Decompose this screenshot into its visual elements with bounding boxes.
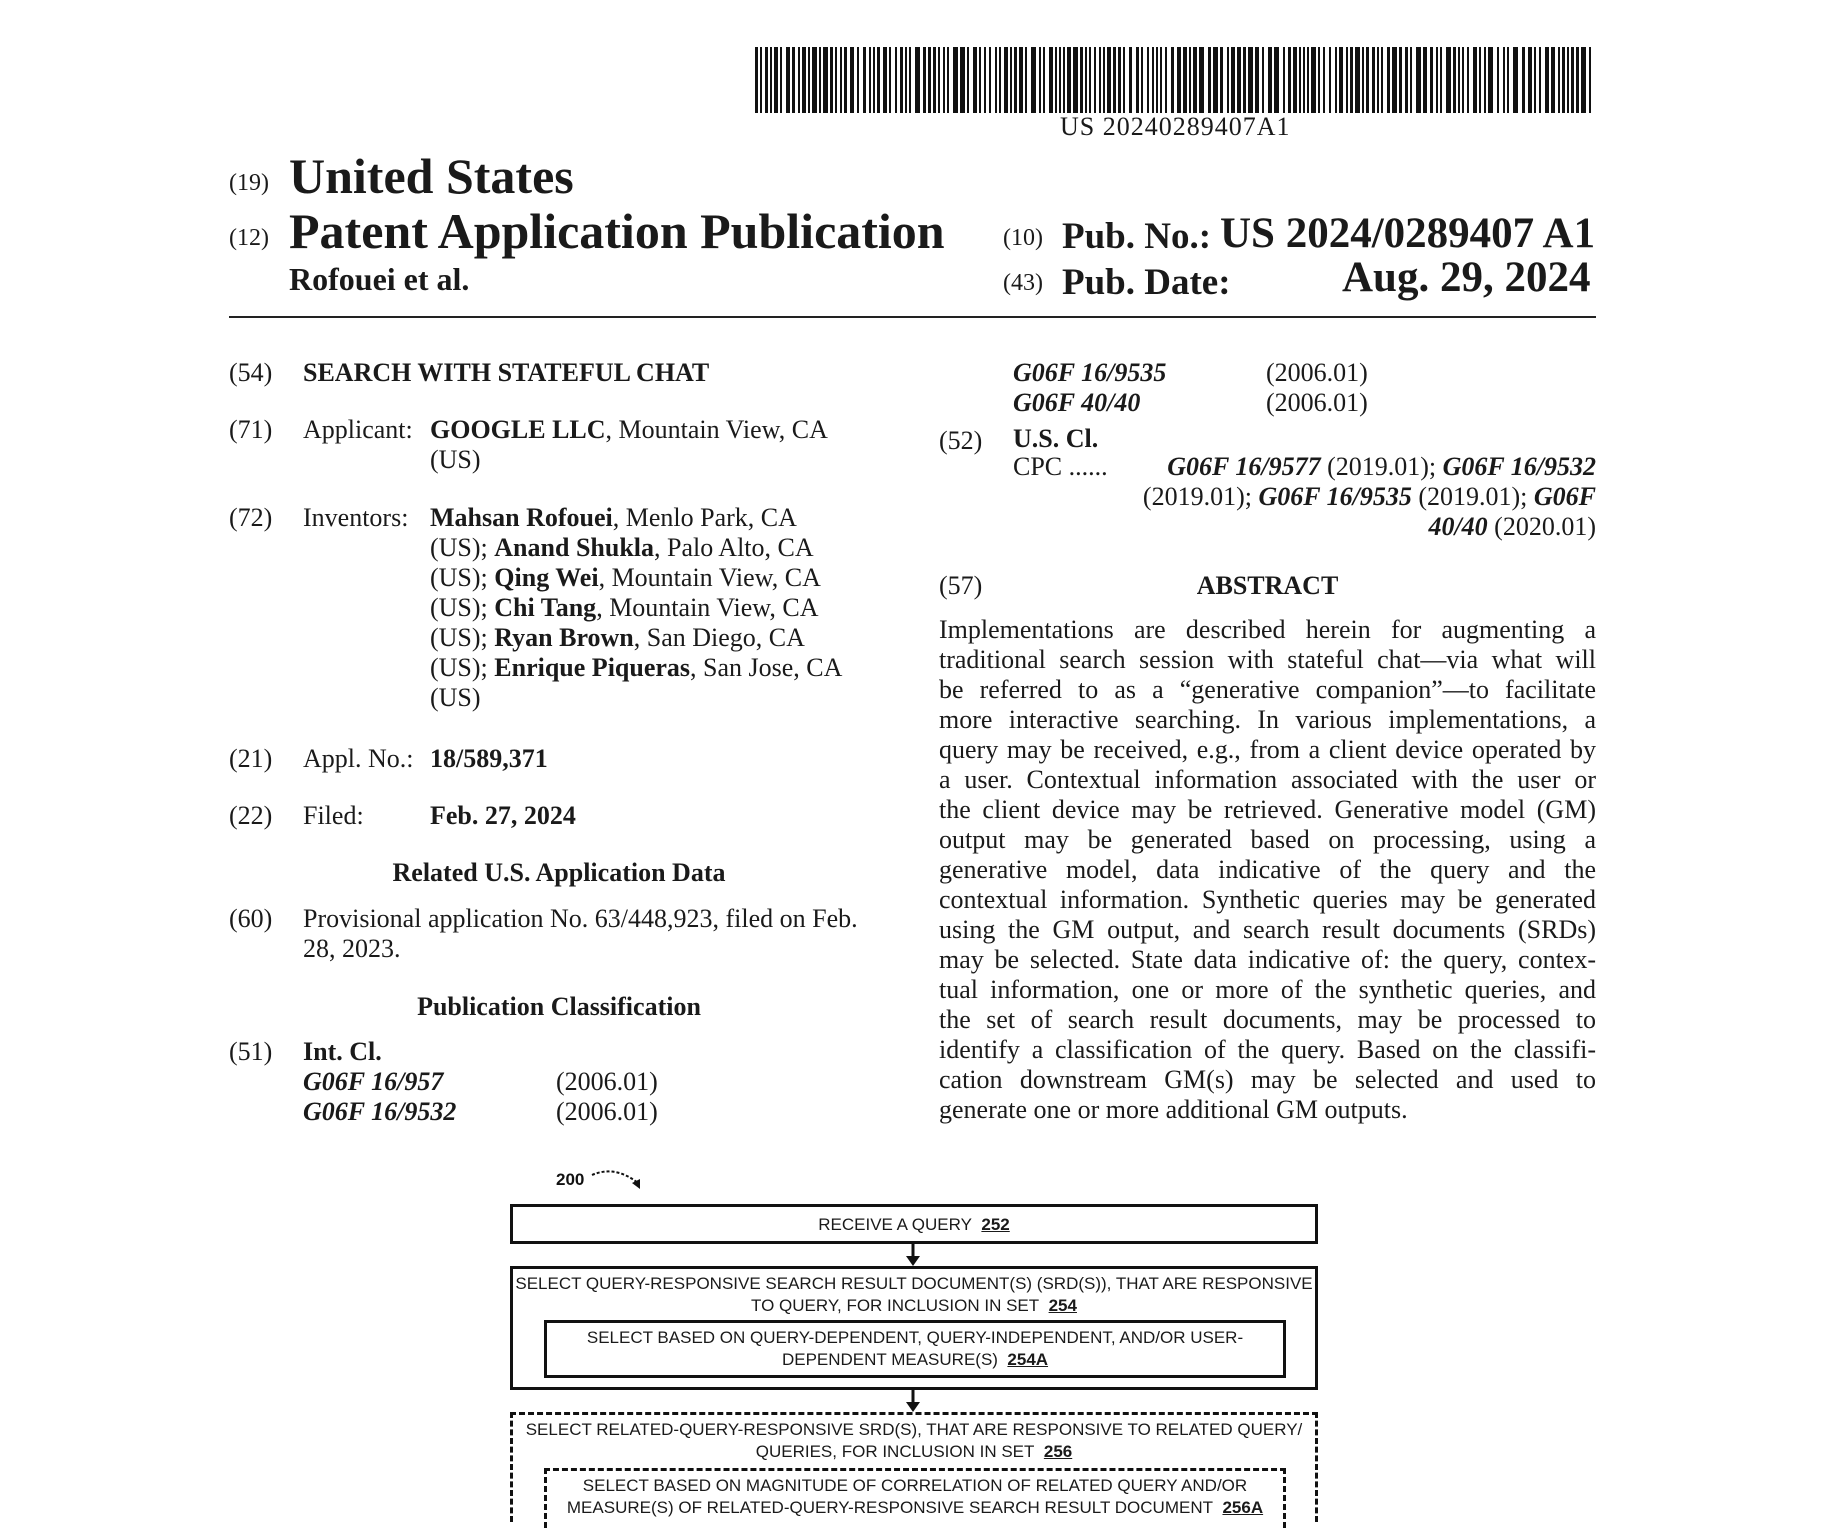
inventor-line (430, 503, 842, 533)
filed-label: Filed: (303, 801, 364, 830)
inventor-location: , San Diego, CA (633, 623, 805, 652)
inventor-line: (US); Enrique Piqueras, San Jose, CA (430, 653, 843, 682)
pub-type-code: (12) (229, 225, 269, 251)
box-256a (544, 1468, 1286, 1528)
barcode-number: US 20240289407A1 (1060, 112, 1291, 141)
inventor-name: Ryan Brown (494, 623, 634, 652)
applicant-name: GOOGLE LLC (430, 415, 606, 444)
pub-type: Patent Application Publication (289, 203, 945, 259)
abstract-line: traditional search session with stateful chat—via what will (939, 645, 1596, 674)
classification-row (1013, 388, 1368, 418)
abstract-line: a user. Contextual information associated with the user or (939, 765, 1596, 794)
cpc-version: (2019.01); (1327, 452, 1437, 481)
figure-ref: 200 (556, 1170, 585, 1189)
applicant (430, 415, 828, 475)
arrow-252-254 (905, 1244, 921, 1266)
box-256-line: QUERIES, FOR INCLUSION IN SET (755, 1442, 1035, 1461)
inventor-location: , Menlo Park, CA (612, 503, 797, 532)
appl-label: Appl. No.: (303, 744, 414, 773)
abstract-line: be referred to as a “generative companion”—to facilitate (939, 675, 1596, 704)
pub-no-code: (10) (1003, 225, 1043, 251)
abstract-line: generate one or more additional GM outputs. (939, 1095, 1408, 1124)
applicant-location: , Mountain View, CA (605, 415, 828, 444)
pub-date-label: Pub. Date: (1062, 262, 1231, 303)
inventors-label: Inventors: (303, 503, 409, 532)
cpc-version: (2020.01) (1494, 512, 1596, 541)
abstract-code: (57) (939, 571, 983, 600)
abstract-line: contextual information. Synthetic queries may be generated (939, 885, 1596, 914)
classification-code: G06F 16/9532 (303, 1097, 457, 1126)
pub-date-code: (43) (1003, 270, 1043, 296)
pubclass-heading: Publication Classification (417, 992, 701, 1021)
cpc-version: (2019.01); (1418, 482, 1528, 511)
box-252-text: RECEIVE A QUERY (818, 1215, 972, 1234)
abstract-line: more interactive searching. In various implementations, a (939, 705, 1596, 734)
box-256-line: SELECT RELATED-QUERY-RESPONSIVE SRD(S), THAT ARE RESPONSIVE TO RELATED QUERY/ (525, 1420, 1303, 1439)
related-heading: Related U.S. Application Data (392, 858, 726, 887)
abstract-body (939, 615, 1596, 1125)
abstract-line: may be selected. State data indicative of: the query, contex- (939, 945, 1596, 974)
box-256a-line: SELECT BASED ON MAGNITUDE OF CORRELATION OF RELATED QUERY AND/OR (582, 1476, 1248, 1495)
intcl-list (303, 1067, 658, 1127)
inventor-location: , Mountain View, CA (596, 593, 819, 622)
classification-code: G06F 16/9535 (1013, 358, 1167, 387)
abstract-line: using the GM output, and search result documents (SRDs) (939, 915, 1596, 944)
abstract-line: cation downstream GM(s) may be selected and used to (939, 1065, 1596, 1094)
pub-no-label: Pub. No.: (1062, 216, 1212, 257)
classification-row (303, 1067, 658, 1097)
cpc-version: (2019.01); (1142, 482, 1252, 511)
inventor-line: (US); Qing Wei, Mountain View, CA (430, 563, 821, 592)
cpc-class: G06F 16/9535 (1258, 482, 1412, 511)
country-code: (19) (229, 170, 269, 196)
classification-version: (2006.01) (556, 1097, 658, 1126)
inventor-name: Enrique Piqueras (494, 653, 691, 682)
inventors-code: (72) (229, 503, 273, 532)
title-code: (54) (229, 358, 273, 387)
cpc-block (1013, 452, 1596, 542)
box-254a-line: SELECT BASED ON QUERY-DEPENDENT, QUERY-INDEPENDENT, AND/OR USER- (586, 1328, 1244, 1347)
header-rule (229, 316, 1596, 318)
abstract-line: query may be received, e.g., from a client device operated by (939, 735, 1596, 764)
classification-row (303, 1097, 658, 1127)
cpc-label: CPC ...... (1013, 452, 1108, 481)
intcl-code: (51) (229, 1037, 273, 1066)
pub-no: US 2024/0289407 A1 (1220, 210, 1596, 257)
applicant-label: Applicant: (303, 415, 413, 444)
box-252 (510, 1204, 1318, 1244)
inventor-location: , Mountain View, CA (598, 563, 821, 592)
pub-date: Aug. 29, 2024 (1342, 254, 1591, 301)
abstract-line: generative model, data indicative of the query and the (939, 855, 1596, 884)
inventors-list (430, 503, 842, 713)
box-254a-line: DEPENDENT MEASURE(S) (781, 1350, 998, 1369)
classification-row (1013, 358, 1368, 388)
country: United States (289, 148, 574, 204)
abstract-line: output may be generated based on processing, using a (939, 825, 1596, 854)
abstract-line: tual information, one or more of the synthetic queries, and (939, 975, 1596, 1004)
appl-no: 18/589,371 (430, 744, 548, 773)
cpc-class: G06F 16/9577 (1167, 452, 1321, 481)
box-254a (544, 1320, 1286, 1378)
inventor-name: Qing Wei (494, 563, 599, 592)
provisional-line: 28, 2023. (303, 934, 401, 963)
classification-version: (2006.01) (556, 1067, 658, 1096)
inventor-line: (US); Anand Shukla, Palo Alto, CA (430, 533, 814, 562)
abstract-line: Implementations are described herein for augmenting a (939, 615, 1596, 644)
abstract-line: the client device may be retrieved. Generative model (GM) (939, 795, 1596, 824)
box-252-ref: 252 (981, 1215, 1010, 1234)
provisional-code: (60) (229, 904, 273, 933)
intcl-continued (1013, 358, 1368, 418)
intcl-label: Int. Cl. (303, 1037, 382, 1066)
box-254-line: SELECT QUERY-RESPONSIVE SEARCH RESULT DOCUMENT(S) (SRD(S)), THAT ARE RESPONSIVE (515, 1274, 1313, 1293)
inventor-line: (US); Ryan Brown, San Diego, CA (430, 623, 805, 652)
filed-date: Feb. 27, 2024 (430, 801, 576, 830)
box-254-ref: 254 (1048, 1296, 1077, 1315)
provisional-text (303, 904, 858, 964)
arrow-254-256 (905, 1390, 921, 1412)
barcode-gap (1591, 47, 1594, 113)
classification-version: (2006.01) (1266, 358, 1368, 387)
box-254-line: TO QUERY, FOR INCLUSION IN SET (751, 1296, 1040, 1315)
inventor-location: , San Jose, CA (690, 653, 843, 682)
uscl-code: (52) (939, 426, 983, 455)
box-254a-ref: 254A (1007, 1350, 1049, 1369)
box-256a-ref: 256A (1222, 1498, 1264, 1517)
classification-version: (2006.01) (1266, 388, 1368, 417)
applicant-country: (US) (430, 445, 481, 474)
applicant-code: (71) (229, 415, 273, 444)
inventor-name: Mahsan Rofouei (430, 503, 613, 532)
abstract-heading: ABSTRACT (1196, 571, 1339, 600)
cpc-class: 40/40 (1428, 512, 1488, 541)
box-256a-line: MEASURE(S) OF RELATED-QUERY-RESPONSIVE SEARCH RESULT DOCUMENT (566, 1498, 1213, 1517)
filed-code: (22) (229, 801, 273, 830)
inventor-name: Anand Shukla (494, 533, 655, 562)
uscl-label: U.S. Cl. (1013, 424, 1099, 453)
inventor-name: Chi Tang (494, 593, 597, 622)
abstract-line: identify a classification of the query. Based on the classifi- (939, 1035, 1596, 1064)
cpc-class: G06F 16/9532 (1442, 452, 1596, 481)
inventor-location: , Palo Alto, CA (654, 533, 814, 562)
appl-code: (21) (229, 744, 273, 773)
inventor-line: (US); Chi Tang, Mountain View, CA (430, 593, 819, 622)
figure-ref-arrow (590, 1165, 650, 1200)
provisional-line: Provisional application No. 63/448,923, filed on Feb. (303, 904, 858, 933)
abstract-line: the set of search result documents, may be processed to (939, 1005, 1596, 1034)
title: SEARCH WITH STATEFUL CHAT (303, 358, 710, 387)
classification-code: G06F 40/40 (1013, 388, 1141, 417)
cpc-class: G06F (1533, 482, 1596, 511)
inventor-line: (US) (430, 683, 481, 712)
authors: Rofouei et al. (289, 261, 470, 297)
box-256-ref: 256 (1043, 1442, 1073, 1461)
classification-code: G06F 16/957 (303, 1067, 444, 1096)
barcode (755, 47, 1595, 113)
